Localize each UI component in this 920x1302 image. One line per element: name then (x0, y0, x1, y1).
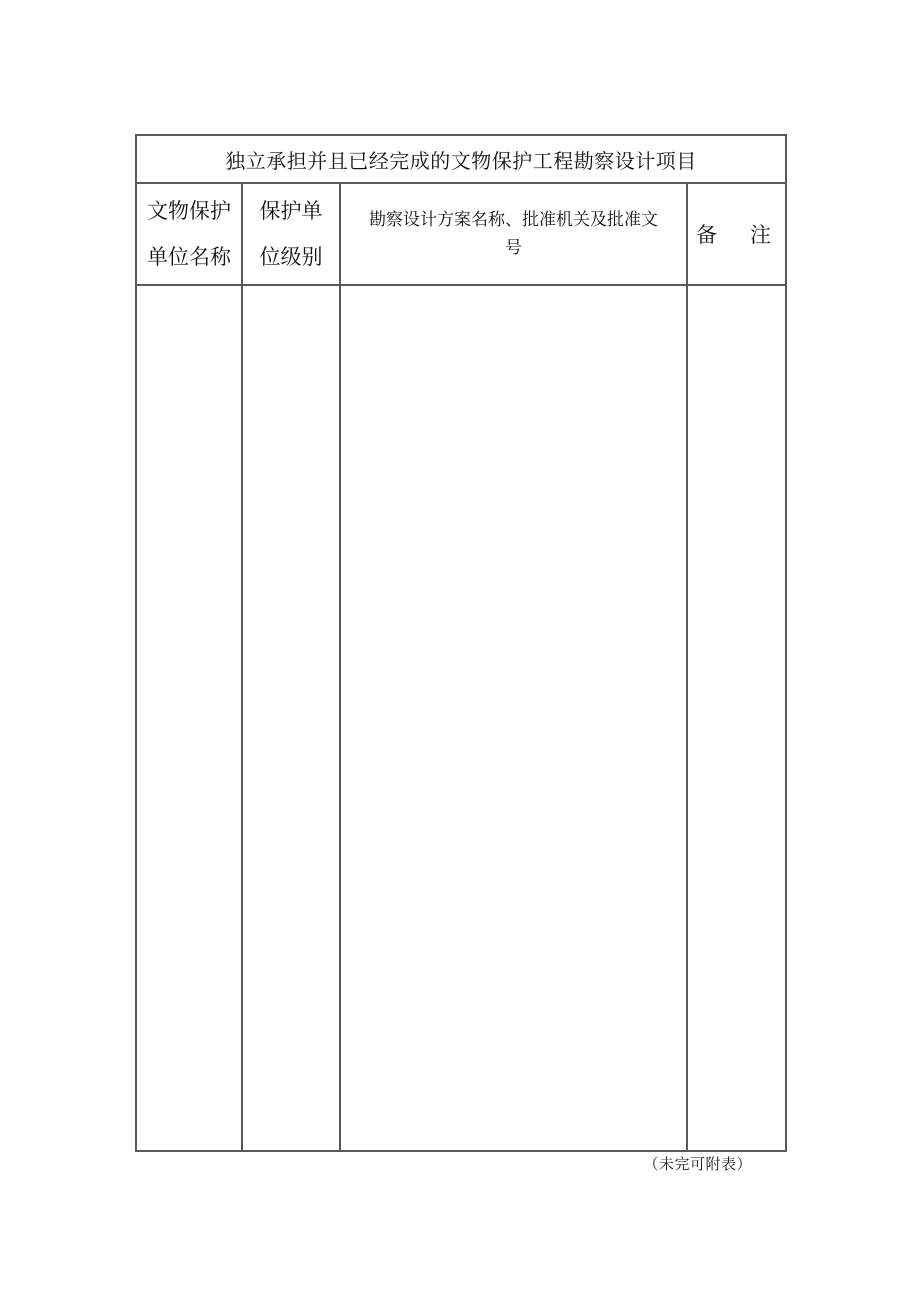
table-header-row (136, 183, 786, 285)
table-title: 独立承担并且已经完成的文物保护工程勘察设计项目 (136, 135, 786, 183)
body-cell-plan-info[interactable] (340, 285, 687, 1151)
body-cell-unit-level[interactable] (242, 285, 340, 1151)
header-unit-level-line1: 保护单 (259, 199, 323, 223)
header-unit-level-line2: 位级别 (259, 245, 323, 269)
header-unit-name-line2: 单位名称 (147, 245, 231, 269)
header-cell-plan-info (340, 183, 687, 285)
header-plan-info-line1: 勘察设计方案名称、批准机关及批准文 (369, 210, 658, 229)
header-unit-name-line1: 文物保护 (147, 199, 231, 223)
footer-note: （未完可附表） (643, 1157, 752, 1173)
body-cell-remarks[interactable] (687, 285, 786, 1151)
header-plan-info-line2: 号 (505, 238, 522, 257)
header-cell-remarks: 备 注 (687, 183, 786, 285)
body-cell-unit-name[interactable] (136, 285, 242, 1151)
header-cell-unit-level (242, 183, 340, 285)
projects-table (135, 134, 787, 1152)
header-cell-unit-name (136, 183, 242, 285)
table-body-row (136, 285, 786, 1151)
table-title-row (136, 135, 786, 183)
